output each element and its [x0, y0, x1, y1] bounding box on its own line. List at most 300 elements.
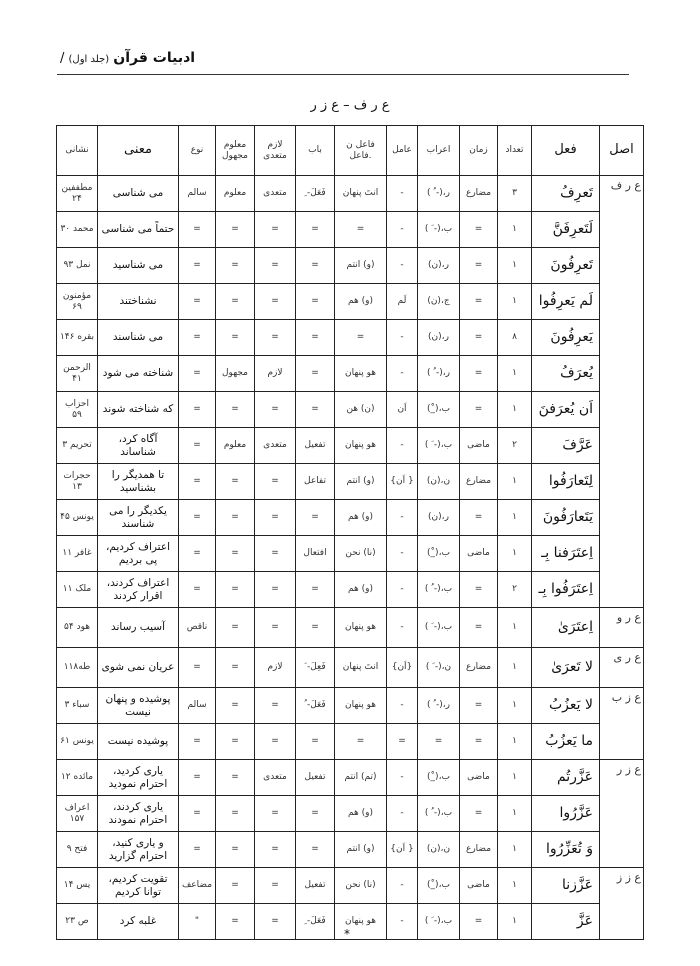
verb-analysis-table [56, 125, 644, 940]
cell-naw: = [179, 212, 216, 248]
cell-count: ١ [498, 904, 532, 940]
cell-tense: مضارع [460, 648, 498, 688]
table-row [57, 832, 644, 868]
cell-amil: = [387, 724, 418, 760]
cell-fail: (و) هم [335, 284, 387, 320]
table-row [57, 796, 644, 832]
cell-amil: - [387, 320, 418, 356]
cell-tense: ماضی [460, 536, 498, 572]
cell-naw: = [179, 500, 216, 536]
table-row [57, 284, 644, 320]
table-header-row [57, 126, 644, 176]
cell-naw: = [179, 248, 216, 284]
cell-asl: ع ر ی [600, 648, 644, 688]
cell-amil: - [387, 248, 418, 284]
cell-tense: = [460, 392, 498, 428]
cell-amil: - [387, 176, 418, 212]
cell-ref: الرحمن ۴١ [57, 356, 98, 392]
cell-naw: = [179, 572, 216, 608]
cell-naw: = [179, 648, 216, 688]
cell-irab: ج،(ن) [418, 284, 460, 320]
cell-fil: عَزَّرتُم [532, 760, 600, 796]
cell-asl: ع ر ف [600, 176, 644, 608]
cell-meaning: آسیب رساند [98, 608, 179, 648]
table-row [57, 572, 644, 608]
table-row [57, 176, 644, 212]
cell-ref: محمد ٣٠ [57, 212, 98, 248]
cell-bab: = [296, 392, 335, 428]
cell-amil: - [387, 356, 418, 392]
cell-bab: تفاعل [296, 464, 335, 500]
cell-ref: هود ۵۴ [57, 608, 98, 648]
cell-lazim: = [255, 536, 296, 572]
cell-irab: = [418, 724, 460, 760]
cell-fail: (و) انتم [335, 464, 387, 500]
cell-irab: ر،(- ُ ) [418, 688, 460, 724]
header-fail: فاعل ن .فاعل [335, 126, 387, 176]
cell-meaning: حتماً می شناسی [98, 212, 179, 248]
cell-tense: مضارع [460, 176, 498, 212]
cell-irab: ر،(ن) [418, 500, 460, 536]
cell-bab: = [296, 832, 335, 868]
cell-irab: ر،(- ُ ) [418, 176, 460, 212]
cell-meaning: اعتراف کردند، اقرار کردند [98, 572, 179, 608]
cell-meaning: می شناسی [98, 176, 179, 212]
cell-meaning: پوشیده نیست [98, 724, 179, 760]
cell-ref: بقره ١۴۶ [57, 320, 98, 356]
cell-asl: ع ز ب [600, 688, 644, 760]
cell-irab: ب،(- َ ) [418, 904, 460, 940]
cell-tense: = [460, 356, 498, 392]
cell-ref: ملک ١١ [57, 572, 98, 608]
cell-meaning: شناخته می شود [98, 356, 179, 392]
cell-tense: ماضی [460, 868, 498, 904]
cell-malum: = [216, 392, 255, 428]
cell-meaning: یاری کردند، احترام نمودند [98, 796, 179, 832]
cell-ref: سباء ٣ [57, 688, 98, 724]
cell-lazim: = [255, 904, 296, 940]
cell-lazim: = [255, 212, 296, 248]
cell-tense: = [460, 248, 498, 284]
cell-tense: = [460, 688, 498, 724]
cell-meaning: و یاری کنید، احترام گزارید [98, 832, 179, 868]
cell-lazim: = [255, 320, 296, 356]
cell-malum: = [216, 868, 255, 904]
cell-count: ١ [498, 796, 532, 832]
cell-asl: ع ز ز [600, 868, 644, 940]
table-row [57, 536, 644, 572]
cell-irab: ب،(_ْ) [418, 760, 460, 796]
cell-ref: مائده ١٢ [57, 760, 98, 796]
running-head [60, 50, 195, 66]
cell-amil: - [387, 572, 418, 608]
cell-count: ١ [498, 868, 532, 904]
cell-bab: افتعال [296, 536, 335, 572]
cell-irab: ب،(- َ ) [418, 428, 460, 464]
cell-ref: مطففین ٢۴ [57, 176, 98, 212]
table-row [57, 392, 644, 428]
cell-amil: اَن [387, 392, 418, 428]
cell-irab: ب،(_ْ) [418, 392, 460, 428]
cell-ref: اعراف ١۵٧ [57, 796, 98, 832]
cell-ref: یونس ۶١ [57, 724, 98, 760]
cell-amil: - [387, 688, 418, 724]
cell-count: ١ [498, 212, 532, 248]
cell-bab: = [296, 212, 335, 248]
cell-count: ١ [498, 392, 532, 428]
cell-tense: = [460, 608, 498, 648]
cell-malum: = [216, 760, 255, 796]
cell-tense: = [460, 724, 498, 760]
cell-meaning: یکدیگر را می شناسند [98, 500, 179, 536]
header-naw: نوع [179, 126, 216, 176]
cell-malum: = [216, 648, 255, 688]
cell-fail: (و) هم [335, 572, 387, 608]
cell-naw: = [179, 832, 216, 868]
cell-naw: = [179, 284, 216, 320]
cell-naw: مضاعف [179, 868, 216, 904]
cell-fail: هو پنهان [335, 688, 387, 724]
header-tense: زمان [460, 126, 498, 176]
cell-ref: طه١١٨ [57, 648, 98, 688]
cell-ref: نمل ٩٣ [57, 248, 98, 284]
cell-tense: = [460, 796, 498, 832]
cell-fil: یَتَعارَفُونَ [532, 500, 600, 536]
cell-amil: { اَن} [387, 464, 418, 500]
cell-tense: مضارع [460, 832, 498, 868]
cell-lazim: = [255, 248, 296, 284]
cell-bab: = [296, 356, 335, 392]
cell-bab: = [296, 284, 335, 320]
header-lazim: لازم متعدی [255, 126, 296, 176]
cell-lazim: = [255, 392, 296, 428]
cell-fil: تَعرِفُونَ [532, 248, 600, 284]
header-count: تعداد [498, 126, 532, 176]
table-row [57, 648, 644, 688]
cell-fil: عَرَّفَ [532, 428, 600, 464]
cell-lazim: = [255, 608, 296, 648]
cell-lazim: = [255, 688, 296, 724]
cell-malum: معلوم [216, 176, 255, 212]
cell-fail: (نا) نحن [335, 868, 387, 904]
table-row [57, 428, 644, 464]
cell-lazim: متعدی [255, 176, 296, 212]
cell-naw: = [179, 464, 216, 500]
footer-asterisk: * [344, 927, 350, 941]
cell-fil: اِعتَرَىٰ [532, 608, 600, 648]
cell-ref: فتح ٩ [57, 832, 98, 868]
cell-fil: عَزَّزنا [532, 868, 600, 904]
table-row [57, 320, 644, 356]
cell-count: ١ [498, 724, 532, 760]
cell-meaning: نشناختند [98, 284, 179, 320]
cell-count: ٨ [498, 320, 532, 356]
cell-malum: = [216, 572, 255, 608]
cell-meaning: عریان نمی شوی [98, 648, 179, 688]
cell-ref: مؤمنون ۶٩ [57, 284, 98, 320]
cell-naw: سالم [179, 176, 216, 212]
cell-malum: = [216, 320, 255, 356]
cell-fil: ما یَعزُبُ [532, 724, 600, 760]
cell-meaning: یاری کردید، احترام نمودید [98, 760, 179, 796]
cell-irab: ن،(- َ ) [418, 648, 460, 688]
cell-naw: سالم [179, 688, 216, 724]
cell-meaning: تقویت کردیم، توانا کردیم [98, 868, 179, 904]
cell-count: ٢ [498, 572, 532, 608]
cell-fil: عَزَّ [532, 904, 600, 940]
cell-tense: مضارع [460, 464, 498, 500]
cell-irab: ب،(- َ ) [418, 212, 460, 248]
cell-lazim: متعدی [255, 428, 296, 464]
cell-amil: - [387, 608, 418, 648]
cell-lazim: = [255, 500, 296, 536]
table-row [57, 868, 644, 904]
cell-count: ١ [498, 500, 532, 536]
cell-irab: ن،(ن) [418, 832, 460, 868]
cell-naw: ناقص [179, 608, 216, 648]
cell-amil: - [387, 536, 418, 572]
cell-bab: تفعیل [296, 760, 335, 796]
cell-irab: ب،(- ُ ) [418, 572, 460, 608]
table-row [57, 212, 644, 248]
cell-bab: = [296, 500, 335, 536]
cell-ref: حجرات ١٣ [57, 464, 98, 500]
cell-amil: - [387, 500, 418, 536]
header-rule [57, 74, 629, 75]
cell-count: ١ [498, 688, 532, 724]
cell-bab: = [296, 724, 335, 760]
cell-bab: تفعیل [296, 428, 335, 464]
cell-count: ١ [498, 832, 532, 868]
cell-malum: = [216, 688, 255, 724]
header-ref: نشانی [57, 126, 98, 176]
page-separator: / [60, 51, 65, 66]
cell-lazim: = [255, 868, 296, 904]
cell-irab: ن،(ن) [418, 464, 460, 500]
cell-malum: = [216, 796, 255, 832]
cell-bab: = [296, 796, 335, 832]
cell-lazim: = [255, 832, 296, 868]
cell-meaning: می شناسند [98, 320, 179, 356]
table-row [57, 464, 644, 500]
table-row [57, 688, 644, 724]
cell-lazim: لازم [255, 648, 296, 688]
cell-fil: لا تَعرَىٰ [532, 648, 600, 688]
cell-ref: ص ٢٣ [57, 904, 98, 940]
cell-count: ١ [498, 648, 532, 688]
cell-tense: = [460, 904, 498, 940]
cell-tense: = [460, 572, 498, 608]
table-row [57, 608, 644, 648]
cell-meaning: غلبه کرد [98, 904, 179, 940]
cell-bab: تفعیل [296, 868, 335, 904]
cell-meaning: پوشیده و پنهان نیست [98, 688, 179, 724]
cell-count: ١ [498, 536, 532, 572]
cell-lazim: = [255, 796, 296, 832]
cell-amil: - [387, 428, 418, 464]
cell-count: ١ [498, 356, 532, 392]
cell-amil: {اَن} [387, 648, 418, 688]
cell-fil: عَزَّرُوا [532, 796, 600, 832]
cell-naw: = [179, 796, 216, 832]
table-row [57, 248, 644, 284]
table-row [57, 500, 644, 536]
cell-fail: انتَ پنهان [335, 176, 387, 212]
cell-meaning: آگاه کرد، شناساند [98, 428, 179, 464]
cell-meaning: می شناسید [98, 248, 179, 284]
cell-count: ٣ [498, 176, 532, 212]
cell-ref: تحریم ٣ [57, 428, 98, 464]
cell-malum: = [216, 284, 255, 320]
cell-fail: هو پنهان [335, 356, 387, 392]
cell-bab: فَعَلَ- ُ [296, 688, 335, 724]
cell-count: ١ [498, 608, 532, 648]
cell-irab: ب،(- ُ ) [418, 796, 460, 832]
cell-naw: = [179, 724, 216, 760]
cell-malum: = [216, 904, 255, 940]
header-asl: اصل [600, 126, 644, 176]
cell-fail: هو پنهان [335, 608, 387, 648]
cell-amil: - [387, 904, 418, 940]
header-irab: اعراب [418, 126, 460, 176]
cell-lazim: = [255, 724, 296, 760]
cell-amil: - [387, 868, 418, 904]
cell-bab: = [296, 320, 335, 356]
cell-malum: معلوم [216, 428, 255, 464]
cell-malum: = [216, 536, 255, 572]
cell-fail: هو پنهان [335, 904, 387, 940]
cell-fail: (ن) هن [335, 392, 387, 428]
cell-fail: (نا) نحن [335, 536, 387, 572]
cell-ref: احزاب ۵٩ [57, 392, 98, 428]
cell-irab: ب،(- َ ) [418, 608, 460, 648]
cell-malum: = [216, 464, 255, 500]
cell-fail: هو پنهان [335, 428, 387, 464]
header-malum: معلوم مجهول [216, 126, 255, 176]
cell-ref: یونس ۴۵ [57, 500, 98, 536]
cell-fil: یَعرِفُونَ [532, 320, 600, 356]
cell-irab: ر،(ن) [418, 320, 460, 356]
cell-fil: لَتَعرِفَنَّ [532, 212, 600, 248]
cell-count: ١ [498, 248, 532, 284]
cell-amil: لَم [387, 284, 418, 320]
cell-count: ١ [498, 464, 532, 500]
cell-naw: = [179, 392, 216, 428]
cell-fil: یُعرَفُ [532, 356, 600, 392]
book-title: ادبیات قرآن [113, 50, 196, 66]
cell-irab: ب،(_ْ) [418, 868, 460, 904]
cell-fail: (و) هم [335, 500, 387, 536]
header-amil: عامل [387, 126, 418, 176]
cell-tense: = [460, 284, 498, 320]
cell-count: ١ [498, 760, 532, 796]
cell-amil: - [387, 212, 418, 248]
table-row [57, 904, 644, 940]
cell-naw: " [179, 904, 216, 940]
cell-malum: مجهول [216, 356, 255, 392]
cell-amil: { اَن} [387, 832, 418, 868]
cell-fil: وَ تُعَزِّرُوا [532, 832, 600, 868]
cell-lazim: = [255, 464, 296, 500]
cell-fil: تَعرِفُ [532, 176, 600, 212]
cell-tense: = [460, 212, 498, 248]
cell-lazim: متعدی [255, 760, 296, 796]
volume-label: (جلد اول) [68, 54, 110, 65]
cell-count: ١ [498, 284, 532, 320]
cell-tense: = [460, 500, 498, 536]
table-row [57, 356, 644, 392]
cell-fil: اِعتَرَفنا بِـ [532, 536, 600, 572]
cell-fil: لَم یَعرِفُوا [532, 284, 600, 320]
cell-naw: = [179, 536, 216, 572]
cell-naw: = [179, 760, 216, 796]
cell-fail: (تم) انتم [335, 760, 387, 796]
cell-irab: ر،(- ُ ) [418, 356, 460, 392]
cell-fail: = [335, 212, 387, 248]
cell-fail: (و) انتم [335, 248, 387, 284]
cell-lazim: = [255, 284, 296, 320]
cell-meaning: اعتراف کردیم، پی بردیم [98, 536, 179, 572]
cell-irab: ب،(_ْ) [418, 536, 460, 572]
cell-bab: = [296, 572, 335, 608]
cell-fail: (و) هم [335, 796, 387, 832]
cell-naw: = [179, 428, 216, 464]
cell-meaning: که شناخته شوند [98, 392, 179, 428]
cell-asl: ع ر و [600, 608, 644, 648]
cell-fail: انتَ پنهان [335, 648, 387, 688]
header-bab: باب [296, 126, 335, 176]
cell-fil: اَن یُعرَفنَ [532, 392, 600, 428]
cell-bab: فَعِلَ- َ [296, 648, 335, 688]
header-meaning: معنی [98, 126, 179, 176]
cell-malum: = [216, 832, 255, 868]
cell-amil: - [387, 796, 418, 832]
cell-malum: = [216, 608, 255, 648]
table-body [57, 176, 644, 940]
table-row [57, 724, 644, 760]
cell-tense: ماضی [460, 760, 498, 796]
cell-tense: = [460, 320, 498, 356]
cell-meaning: تا همدیگر را بشناسید [98, 464, 179, 500]
cell-fil: لا یَعزُبُ [532, 688, 600, 724]
cell-ref: یس ١۴ [57, 868, 98, 904]
section-title: ع ر ف – ع ز ر [310, 98, 390, 113]
cell-malum: = [216, 500, 255, 536]
cell-malum: = [216, 248, 255, 284]
cell-irab: ر،(ن) [418, 248, 460, 284]
cell-fail: (و) انتم [335, 832, 387, 868]
cell-lazim: = [255, 572, 296, 608]
cell-lazim: لازم [255, 356, 296, 392]
cell-malum: = [216, 724, 255, 760]
cell-amil: - [387, 760, 418, 796]
cell-bab: = [296, 608, 335, 648]
cell-count: ٢ [498, 428, 532, 464]
cell-malum: = [216, 212, 255, 248]
table-row [57, 760, 644, 796]
cell-bab: فَعَلَ- ِ [296, 176, 335, 212]
cell-ref: غافر ١١ [57, 536, 98, 572]
cell-naw: = [179, 356, 216, 392]
cell-fail: = [335, 724, 387, 760]
cell-naw: = [179, 320, 216, 356]
cell-tense: ماضی [460, 428, 498, 464]
cell-bab: فَعَلَ- ِ [296, 904, 335, 940]
cell-asl: ع ز ر [600, 760, 644, 868]
header-fil: فعل [532, 126, 600, 176]
cell-fil: اِعتَرَفُوا بِـ [532, 572, 600, 608]
cell-bab: = [296, 248, 335, 284]
